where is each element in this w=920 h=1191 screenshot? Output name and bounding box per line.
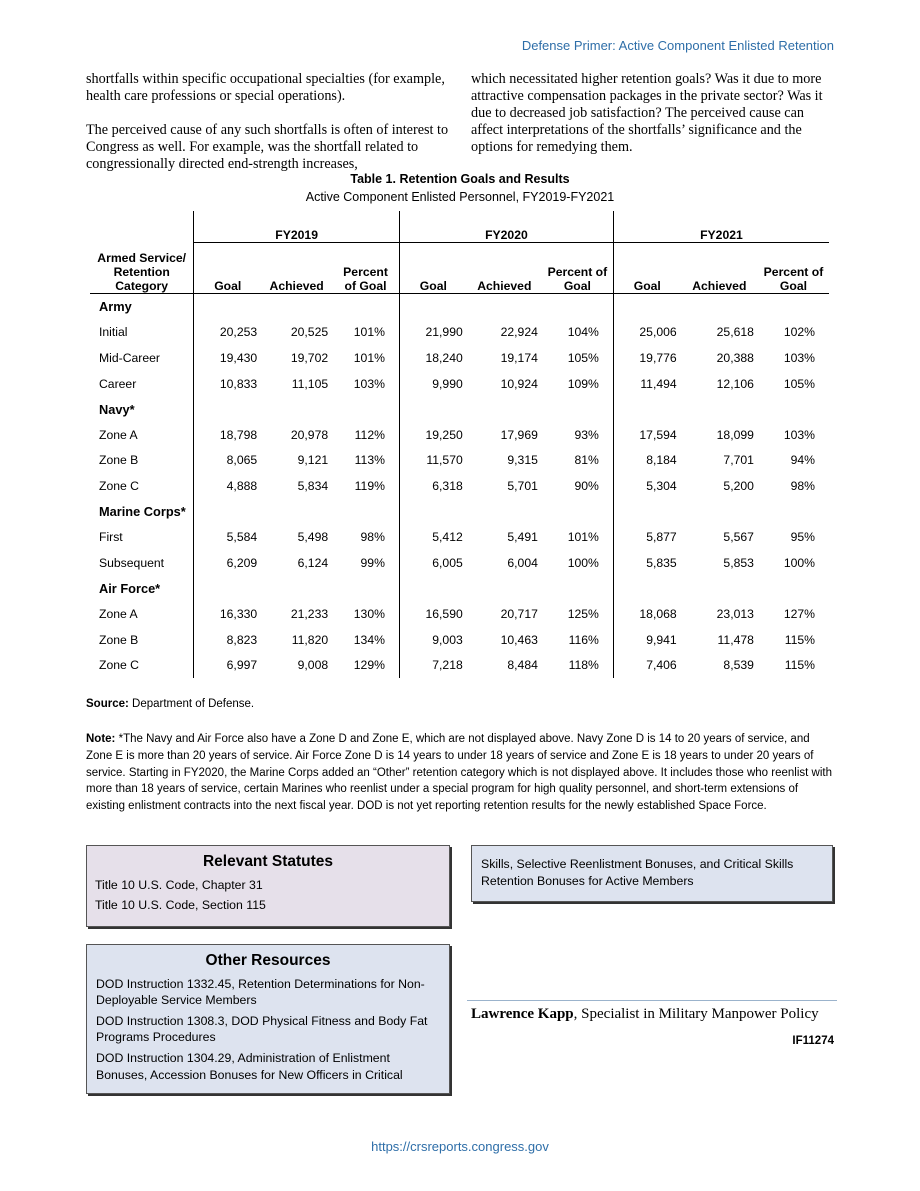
row-label: Initial [90,320,194,346]
empty-cell [261,396,332,422]
body-paragraph: The perceived cause of any such shortfalls is often of interest to Congress as well. For example, was the shortfall related to congressionally directed end-strength increases, [86,122,449,172]
row-label: Mid-Career [90,345,194,371]
achieved-cell: 23,013 [716,606,754,621]
group-name: Marine Corps* [90,499,194,525]
table-row [90,320,829,346]
percent-cell: 125% [542,601,613,627]
note-text: *The Navy and Air Force also have a Zone D and Zone E, which are not displayed above. Navy Zone D is 14 to 20 years of service, and Zone E is more than 20 years of service. Air Force Zone D is 14 years to under 18 years of service and Zone E is 18 years to under 20 years of service. Starting in FY2020, the Marine Corps added an “Other” retention category which is not displayed above. It includes those who reenlist with more than 18 years of service, certain Marines who reenlist under a special program for high quality personnel, and short-term extensions of existing enlistment contracts into the next fiscal year. DOD is not yet reporting retention results for the newly established Space Force. [86,733,832,813]
table-group-row [90,294,829,320]
row-label: Career [90,371,194,397]
empty-cell [194,294,261,320]
goal-cell: 17,594 [639,427,677,442]
goal-cell: 4,888 [226,478,258,493]
goal-cell: 18,240 [425,350,463,365]
table-row [90,601,829,627]
empty-cell [758,576,829,602]
percent-cell: 100% [783,555,815,570]
achieved-cell: 20,525 [290,325,329,340]
other-resources-box [86,944,450,1094]
achieved-cell: 9,008 [297,658,329,673]
col-header-percent: Percent of Goal [758,243,829,294]
table-row [90,345,829,371]
empty-cell [332,294,399,320]
group-name: Army [90,294,194,320]
achieved-cell: 9,121 [297,453,329,468]
empty-cell [194,396,261,422]
achieved-cell: 5,701 [507,478,538,493]
achieved-cell: 20,388 [716,350,754,365]
col-header-goal: Goal [613,243,680,294]
goal-cell: 6,005 [432,555,463,570]
goal-cell: 10,833 [219,376,258,391]
empty-cell [332,396,399,422]
row-label: Zone A [90,601,194,627]
resource-item: DOD Instruction 1332.45, Retention Determinations for Non-Deployable Service Members [96,976,425,1008]
percent-cell: 93% [542,422,613,448]
table-note [86,731,836,815]
empty-cell [399,576,466,602]
percent-cell: 81% [542,448,613,474]
body-paragraph: which necessitated higher retention goals? Was it due to more attractive compensation packages in the private sector? Was it due to decreased job satisfaction? The perceived cause can affect interpretations of the shortfalls’ significance and the options for remedying them. [471,71,823,155]
goal-cell: 6,997 [226,658,258,673]
empty-cell [399,396,466,422]
empty-cell [194,576,261,602]
col-header-achieved: Achieved [261,243,332,294]
table-row [90,524,829,550]
document-id: IF11274 [792,1035,834,1047]
achieved-cell: 10,463 [500,632,538,647]
table-row [90,371,829,397]
statute-item: Title 10 U.S. Code, Chapter 31 [95,877,263,892]
goal-cell: 7,406 [646,658,677,673]
empty-cell [399,294,466,320]
row-label: Zone B [90,627,194,653]
empty-cell [542,294,613,320]
goal-cell: 6,318 [432,478,463,493]
percent-cell: 101% [332,345,399,371]
goal-cell: 20,253 [219,325,258,340]
percent-cell: 103% [332,371,399,397]
goal-cell: 5,877 [646,530,677,545]
statute-item: Title 10 U.S. Code, Section 115 [95,898,266,913]
achieved-cell: 17,969 [500,427,538,442]
achieved-cell: 9,315 [507,453,538,468]
empty-cell [467,396,542,422]
empty-cell [681,499,758,525]
table-body [90,294,829,678]
percent-cell: 100% [542,550,613,576]
percent-cell: 130% [332,601,399,627]
goal-cell: 16,330 [219,606,258,621]
achieved-cell: 25,618 [716,325,754,340]
achieved-cell: 10,924 [500,376,538,391]
goal-cell: 7,218 [432,658,463,673]
goal-cell: 11,570 [426,453,463,468]
percent-cell: 98% [332,524,399,550]
empty-cell [681,576,758,602]
category-header: Armed Service/ Retention Category [90,211,194,294]
achieved-cell: 6,124 [297,555,329,570]
achieved-cell: 18,099 [716,427,754,442]
col-header-goal: Goal [194,243,261,294]
year-header: FY2020 [399,211,613,243]
year-header: FY2021 [613,211,829,243]
col-header-percent: Percent of Goal [542,243,613,294]
achieved-cell: 5,567 [723,530,754,545]
goal-cell: 8,184 [646,453,677,468]
group-name: Air Force* [90,576,194,602]
table-row [90,627,829,653]
note-label: Note: [86,733,116,745]
goal-cell: 5,584 [226,530,258,545]
empty-cell [261,294,332,320]
achieved-cell: 5,491 [507,530,538,545]
row-label: Zone A [90,422,194,448]
achieved-cell: 8,539 [723,658,754,673]
resources-continued-box [471,845,833,902]
achieved-cell: 5,853 [723,555,754,570]
goal-cell: 16,590 [425,606,463,621]
empty-cell [613,396,680,422]
achieved-cell: 5,200 [723,478,754,493]
percent-cell: 118% [542,652,613,678]
goal-cell: 6,209 [226,555,258,570]
percent-cell: 134% [332,627,399,653]
goal-cell: 18,798 [219,427,258,442]
percent-cell: 112% [332,422,399,448]
achieved-cell: 12,106 [716,376,754,391]
retention-table [90,211,829,678]
table-group-row [90,499,829,525]
row-label: Subsequent [90,550,194,576]
achieved-cell: 5,834 [297,478,329,493]
body-column-right [471,71,833,173]
author-title: , Specialist in Military Manpower Policy [573,1006,819,1022]
col-header-achieved: Achieved [681,243,758,294]
empty-cell [467,576,542,602]
achieved-cell: 19,702 [290,350,329,365]
row-label: Zone C [90,652,194,678]
achieved-cell: 5,498 [297,530,329,545]
achieved-cell: 11,105 [291,376,329,391]
goal-cell: 25,006 [639,325,677,340]
goal-cell: 19,250 [425,427,463,442]
percent-cell: 129% [332,652,399,678]
achieved-cell: 20,717 [500,606,538,621]
achieved-cell: 22,924 [500,325,538,340]
empty-cell [758,499,829,525]
empty-cell [467,294,542,320]
percent-cell: 101% [332,320,399,346]
percent-cell: 94% [790,453,815,468]
empty-cell [467,499,542,525]
percent-cell: 127% [783,606,815,621]
percent-cell: 119% [332,473,399,499]
empty-cell [261,576,332,602]
goal-cell: 19,776 [639,350,677,365]
col-header-percent: Percent of Goal [332,243,399,294]
percent-cell: 115% [784,632,815,647]
source-label: Source: [86,698,129,710]
empty-cell [681,396,758,422]
percent-cell: 103% [783,427,815,442]
table-row [90,448,829,474]
statutes-title: Relevant Statutes [202,853,334,870]
goal-cell: 8,065 [226,453,258,468]
achieved-cell: 8,484 [507,658,538,673]
achieved-cell: 6,004 [507,555,538,570]
author-line [471,1006,819,1023]
percent-cell: 99% [332,550,399,576]
achieved-cell: 19,174 [500,350,538,365]
empty-cell [332,499,399,525]
percent-cell: 105% [542,345,613,371]
goal-cell: 11,494 [640,376,677,391]
resources-title: Other Resources [205,952,331,969]
table-group-row [90,396,829,422]
percent-cell: 109% [542,371,613,397]
table-row [90,422,829,448]
percent-cell: 103% [783,350,815,365]
table-source [86,698,254,710]
source-text: Department of Defense. [132,698,255,710]
goal-cell: 5,412 [432,530,463,545]
percent-cell: 98% [790,478,815,493]
goal-cell: 8,823 [226,632,258,647]
resource-item: DOD Instruction 1304.29, Administration of Enlistment Bonuses, Accession Bonuses for New Officers in Critical [96,1050,403,1082]
col-header-goal: Goal [399,243,466,294]
group-name: Navy* [90,396,194,422]
footer-link[interactable]: https://crsreports.congress.gov [371,1139,549,1154]
goal-cell: 5,304 [646,478,677,493]
percent-cell: 90% [542,473,613,499]
percent-cell: 115% [784,658,815,673]
resource-item-continued: Skills, Selective Reenlistment Bonuses, and Critical Skills Retention Bonuses for Active Members [481,857,794,888]
achieved-cell: 21,233 [290,606,329,621]
empty-cell [681,294,758,320]
resource-item: DOD Instruction 1308.3, DOD Physical Fitness and Body Fat Programs Procedures [96,1013,428,1045]
body-paragraph: shortfalls within specific occupational specialties (for example, health care professions or special operations). [86,71,445,104]
empty-cell [542,499,613,525]
achieved-cell: 11,478 [717,632,754,647]
goal-cell: 9,990 [432,376,463,391]
table-group-row [90,576,829,602]
percent-cell: 105% [783,376,815,391]
relevant-statutes-box [86,845,450,927]
table-subtitle: Active Component Enlisted Personnel, FY2019-FY2021 [305,190,615,204]
row-label: First [90,524,194,550]
empty-cell [613,576,680,602]
row-label: Zone B [90,448,194,474]
empty-cell [758,396,829,422]
percent-cell: 102% [783,325,815,340]
achieved-cell: 11,820 [291,632,329,647]
page-header-title: Defense Primer: Active Component Enlisted Retention [521,38,834,53]
goal-cell: 19,430 [219,350,258,365]
achieved-cell: 7,701 [723,453,754,468]
table-title: Table 1. Retention Goals and Results [350,172,570,186]
empty-cell [194,499,261,525]
goal-cell: 21,990 [425,325,463,340]
table-row [90,550,829,576]
empty-cell [261,499,332,525]
empty-cell [758,294,829,320]
percent-cell: 113% [332,448,399,474]
percent-cell: 116% [542,627,613,653]
achieved-cell: 20,978 [290,427,329,442]
table-row [90,652,829,678]
percent-cell: 101% [542,524,613,550]
empty-cell [613,294,680,320]
goal-cell: 18,068 [639,606,677,621]
empty-cell [613,499,680,525]
row-label: Zone C [90,473,194,499]
author-name: Lawrence Kapp [471,1006,574,1022]
goal-cell: 9,941 [646,632,677,647]
empty-cell [332,576,399,602]
goal-cell: 5,835 [646,555,677,570]
empty-cell [542,576,613,602]
empty-cell [542,396,613,422]
percent-cell: 104% [542,320,613,346]
author-divider [467,1000,837,1001]
empty-cell [399,499,466,525]
table-row [90,473,829,499]
year-header: FY2019 [194,211,400,243]
col-header-achieved: Achieved [467,243,542,294]
percent-cell: 95% [790,530,815,545]
goal-cell: 9,003 [432,632,463,647]
